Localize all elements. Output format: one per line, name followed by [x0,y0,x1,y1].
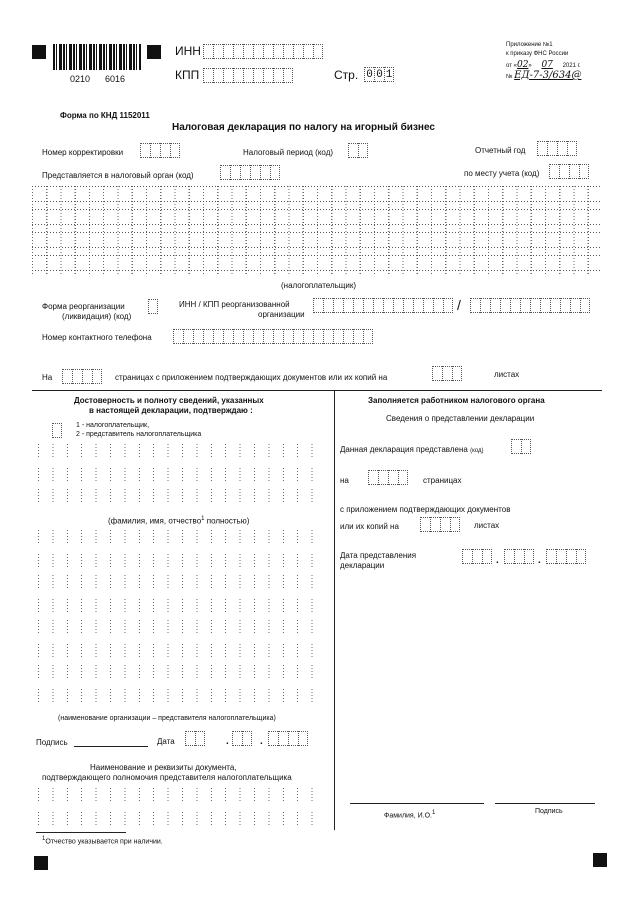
official-sign-label: Подпись [535,808,563,815]
right-on-label: на [340,476,349,485]
form-title: Налоговая декларация по налогу на игорный бизнес [172,122,435,133]
pages-label: страницах с приложением подтверждающих документов или их копий на [115,373,388,382]
registration-mark-bottom-left [34,856,48,870]
doc-heading-1: Наименование и реквизиты документа, [90,763,237,772]
presentation-date-label-1: Дата представления [340,551,417,560]
reorg-inn-cells[interactable] [313,298,453,313]
annex-line2: к приказу ФНС России [506,51,569,57]
annex-line1: Приложение №1 [506,42,553,48]
kpp-label: КПП [175,68,200,82]
correction-cells[interactable] [140,143,180,158]
taxpayer-caption: (налогоплательщик) [281,281,357,290]
date-dot: . [496,555,499,566]
pages-count-cells[interactable] [62,369,102,384]
presented-code-cells[interactable] [511,439,531,454]
page-cells[interactable] [364,67,394,82]
reorg-form-cells[interactable] [148,299,158,314]
left-heading-1: Достоверность и полноту сведений, указанных [74,396,264,405]
date-year-cells[interactable] [268,731,308,746]
date-day-cells[interactable] [185,731,205,746]
page-cell: 1 [385,69,393,81]
annex-date: от «02» 07 2021 г. [506,60,581,70]
presentation-month-cells[interactable] [504,549,534,564]
signature-line[interactable] [74,746,148,747]
barcode [53,44,141,70]
sheets-label: листах [494,370,520,379]
taxpayer-grid-hlines [32,186,602,276]
sheets-count-cells[interactable] [432,366,462,381]
date-dot: . [538,555,541,566]
signer-option-2: 2 - представитель налогоплательщика [76,431,202,438]
authority-doc-grid[interactable] [38,788,326,826]
tax-organ-cells[interactable] [220,165,280,180]
reorg-form-label-1: Форма реорганизации [42,302,125,311]
place-cells[interactable] [549,164,589,179]
place-label: по месту учета (код) [464,169,540,178]
phone-label: Номер контактного телефона [42,333,152,342]
right-subheading: Сведения о представлении декларации [386,414,535,423]
reorg-form-label-2: (ликвидация) (код) [62,312,132,321]
presentation-year-cells[interactable] [546,549,586,564]
left-heading-2: в настоящей декларации, подтверждаю : [89,406,253,415]
signer-option-1: 1 - налогоплательщик, [76,422,150,429]
doc-heading-2: подтверждающего полномочия представителя налогоплательщика [42,773,292,782]
date-dot: . [260,736,263,747]
date-dot: . [226,736,229,747]
official-sign-line[interactable] [495,803,595,804]
page-cell: 0 [374,67,384,82]
footnote: $^1$Отчество указывается при наличии. [42,836,163,846]
official-fio-line[interactable] [350,803,484,804]
date-month-cells[interactable] [232,731,252,746]
right-pages-label: страницах [423,476,462,485]
page-cell: 0 [364,67,374,82]
reorg-kpp-cells[interactable] [470,298,590,313]
inn-cells[interactable] [203,44,323,59]
fio-caption: (фамилия, имя, отчество$^1$ полностью) [108,516,250,526]
correction-label: Номер корректировки [42,148,124,157]
phone-cells[interactable] [173,329,373,344]
year-cells[interactable] [537,141,577,156]
inn-label: ИНН [175,44,201,58]
sign-label: Подпись [36,738,68,747]
representative-org-grid[interactable] [38,530,326,710]
annex-day: 02 [516,60,529,70]
signer-type-cell[interactable] [52,423,62,438]
column-divider [334,390,335,830]
presentation-date-label-2: декларации [340,561,385,570]
barcode-digits-left: 0210 [70,74,91,84]
org-caption: (наименование организации – представителя налогоплательщика) [58,715,276,722]
presented-label: Данная декларация представлена (код) [340,445,484,454]
form-code: Форма по КНД 1152011 [60,111,150,120]
reorg-inn-label-2: организации [258,310,305,319]
copies-cells[interactable] [420,517,460,532]
reorg-inn-label-1: ИНН / КПП реорганизованной [179,300,290,309]
period-label: Налоговый период (код) [243,148,334,157]
fio-grid[interactable] [38,444,326,510]
footnote-rule [36,832,126,833]
registration-mark-bottom-right [593,853,607,867]
kpp-cells[interactable] [203,68,293,83]
presentation-day-cells[interactable] [462,549,492,564]
tax-organ-label: Представляется в налоговый орган (код) [42,171,194,180]
registration-mark-top-right [147,45,161,59]
annex-number: № ЕД-7-3/634@ [506,70,582,81]
year-label: Отчетный год [475,146,526,155]
barcode-digits-right: 6016 [105,74,126,84]
copies-label: или их копий на [340,522,399,531]
on-label: На [42,373,53,382]
right-heading: Заполняется работником налогового органа [368,396,545,405]
registration-mark-top-left [32,45,46,59]
with-docs-label: с приложением подтверждающих документов [340,505,511,514]
date-label: Дата [157,737,175,746]
section-divider [32,390,602,391]
right-sheets-label: листах [474,521,500,530]
page-label: Стр. [334,68,359,82]
right-pages-cells[interactable] [368,470,408,485]
annex-month: 07 [541,60,553,70]
reorg-slash: / [457,297,461,313]
period-cells[interactable] [348,143,368,158]
official-fio-label: Фамилия, И.О.$^1$ [384,810,436,820]
